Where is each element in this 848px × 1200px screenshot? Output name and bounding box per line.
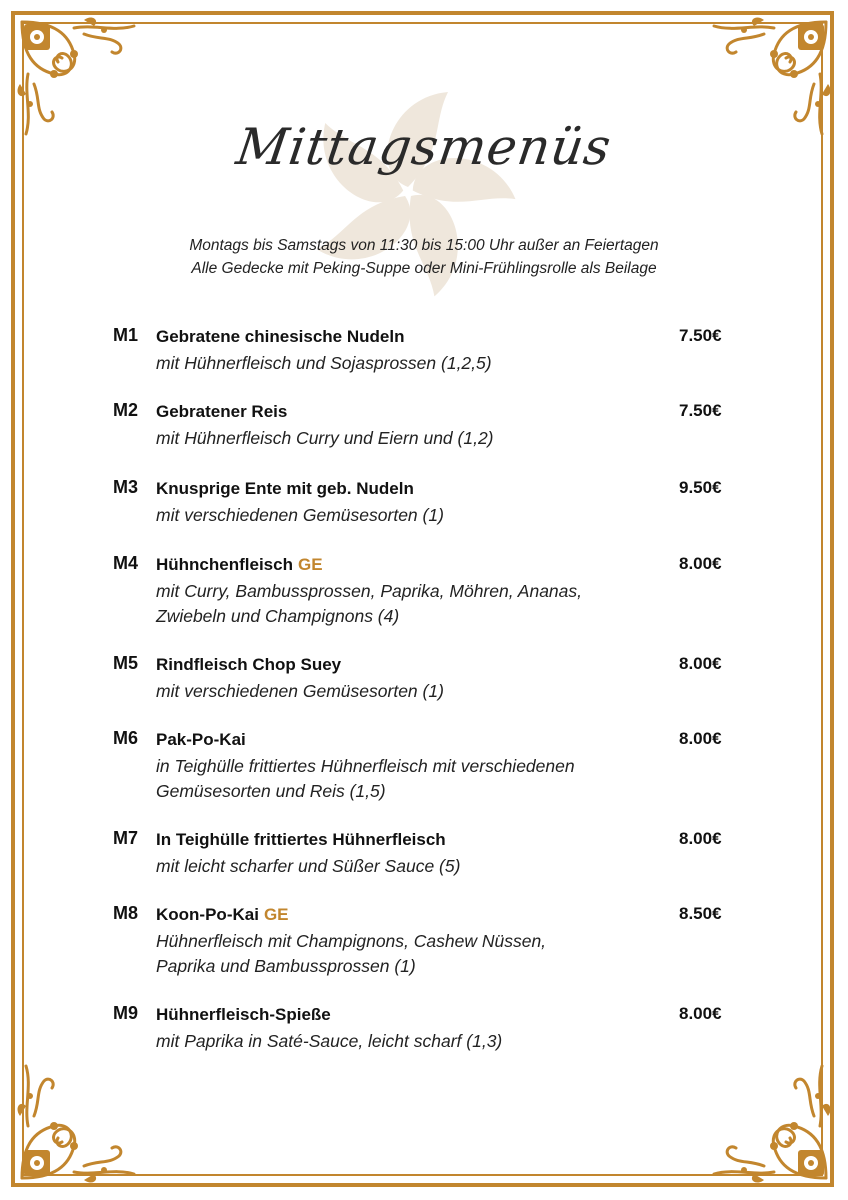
menu-item-description: mit leicht scharfer und Süßer Sauce (5): [156, 856, 461, 876]
menu-item-description: mit Hühnerfleisch und Sojasprossen (1,2,5): [156, 353, 492, 373]
menu-item-name: Rindfleisch Chop Suey: [156, 655, 342, 674]
subtitle-hours: Montags bis Samstags von 11:30 bis 15:00 Uhr außer an Feiertagen: [189, 237, 659, 254]
menu-item-code: M4: [113, 553, 139, 573]
menu-item-price: 8.00€: [679, 1004, 722, 1023]
menu-item-name: Hühnerfleisch-Spieße: [156, 1005, 331, 1024]
ornament-corner-bottom-left: [14, 1056, 144, 1186]
menu-item-description: mit verschiedenen Gemüsesorten (1): [156, 681, 444, 701]
menu-item-price: 8.00€: [679, 654, 722, 673]
menu-item-description: Hühnerfleisch mit Champignons, Cashew Nüssen, Paprika und Bambussprossen (1): [156, 931, 547, 976]
ornament-corner-bottom-right: [704, 1056, 834, 1186]
menu-item-description: mit Hühnerfleisch Curry und Eiern und (1,2): [156, 428, 494, 448]
menu-item-code: M5: [113, 653, 139, 673]
menu-item-price: 8.00€: [679, 729, 722, 748]
menu-item-name: Knusprige Ente mit geb. Nudeln: [156, 479, 414, 498]
menu-item-code: M8: [113, 903, 139, 923]
menu-item-description: mit Curry, Bambussprossen, Paprika, Möhren, Ananas, Zwiebeln und Champignons (4): [156, 581, 583, 626]
menu-item-code: M1: [113, 325, 139, 345]
menu-item-name: Pak-Po-Kai: [156, 730, 246, 749]
menu-item-price: 8.00€: [679, 829, 722, 848]
menu-item-code: M2: [113, 400, 139, 420]
menu-item-code: M3: [113, 477, 139, 497]
menu-item-name-line: [156, 327, 404, 347]
menu-item-name-line: [156, 479, 414, 499]
menu-item-name-line: [156, 655, 341, 675]
menu-item-code: M7: [113, 828, 139, 848]
menu-item-description: in Teighülle frittiertes Hühnerfleisch mit verschiedenen Gemüsesorten und Reis (1,5): [156, 756, 575, 801]
menu-item-description: mit verschiedenen Gemüsesorten (1): [156, 505, 444, 525]
page-title: Mittagsmenüs: [232, 118, 616, 176]
menu-item-name: Koon-Po-Kai: [156, 905, 259, 924]
menu-item-name: In Teighülle frittiertes Hühnerfleisch: [156, 830, 446, 849]
menu-item-code: M6: [113, 728, 139, 748]
menu-item-name: Gebratene chinesische Nudeln: [156, 327, 405, 346]
menu-item-price: 7.50€: [679, 326, 722, 345]
menu-item-tag: GE: [263, 905, 289, 924]
menu-item-tag: GE: [297, 555, 323, 574]
menu-item-name: Gebratener Reis: [156, 402, 288, 421]
menu-item-price: 8.00€: [679, 554, 722, 573]
menu-item-code: M9: [113, 1003, 139, 1023]
subtitle-side-dish: Alle Gedecke mit Peking-Suppe oder Mini-Frühlingsrolle als Beilage: [191, 260, 657, 277]
menu-item-description: mit Paprika in Saté-Sauce, leicht scharf (1,3): [156, 1031, 503, 1051]
menu-item-price: 9.50€: [679, 478, 722, 497]
menu-item-price: 8.50€: [679, 904, 722, 923]
menu-item-name-line: [156, 1005, 331, 1025]
menu-item-name-line: [156, 905, 289, 925]
menu-item-name-line: [156, 830, 446, 850]
menu-item-name-line: [156, 402, 287, 422]
menu-item-name-line: [156, 730, 246, 750]
menu-item-price: 7.50€: [679, 401, 722, 420]
menu-item-name: Hühnchenfleisch: [156, 555, 293, 574]
menu-item-name-line: [156, 555, 323, 575]
